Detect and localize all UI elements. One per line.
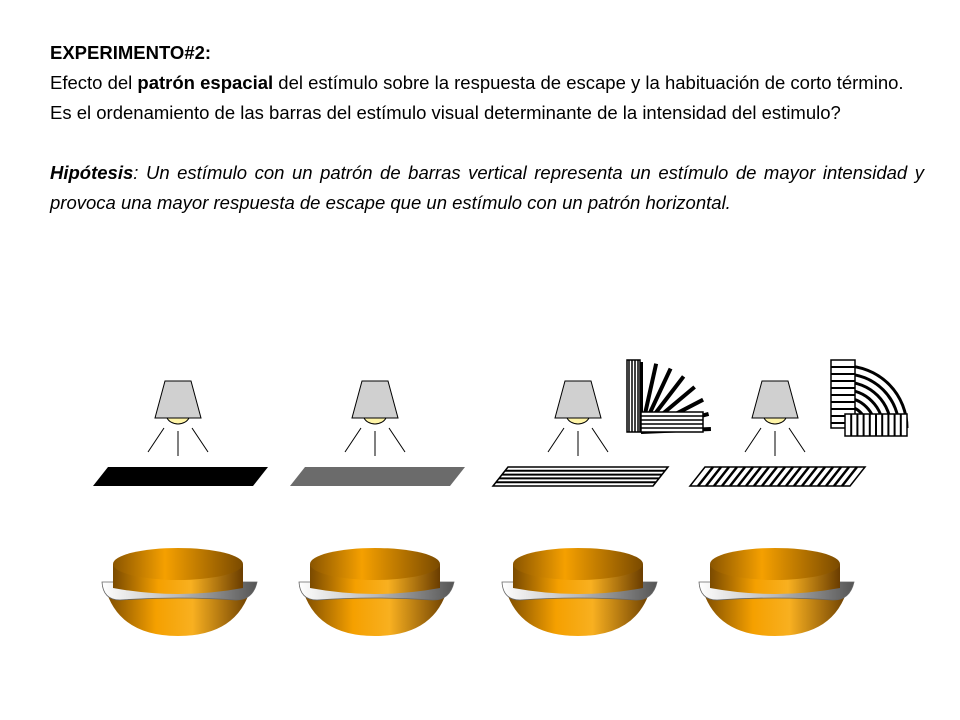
hypothesis-text: : Un estímulo con un patrón de barras vertical representa un estímulo de mayor intensidad y provoca una mayor respuesta de escape que un estímulo con un patrón horizontal. (50, 162, 924, 213)
setup-1 (93, 381, 268, 636)
inset-vertical-pattern (831, 360, 907, 436)
bulb (764, 418, 786, 424)
light-ray (148, 428, 164, 452)
bulb (364, 418, 386, 424)
stimulus-black (93, 467, 268, 486)
bowl (502, 548, 657, 636)
light-ray (745, 428, 761, 452)
experiment-heading: EXPERIMENTO#2: (50, 42, 212, 63)
light-ray (345, 428, 361, 452)
light-ray (592, 428, 608, 452)
bulb (567, 418, 589, 424)
bulb (167, 418, 189, 424)
description-bold: patrón espacial (137, 72, 274, 93)
description-start: Efecto del (50, 72, 138, 93)
light-ray (192, 428, 208, 452)
bowl (699, 548, 854, 636)
light-ray (548, 428, 564, 452)
inset-horizontal-pattern (627, 360, 711, 432)
setups (93, 360, 907, 636)
lamp-shade (352, 381, 398, 418)
stimulus-gray (290, 467, 465, 486)
lamp-shade (155, 381, 201, 418)
bowl (102, 548, 257, 636)
lamp-shade (752, 381, 798, 418)
hypothesis-label: Hipótesis (50, 162, 134, 183)
description-end: del estímulo sobre la respuesta de escape y la habituación de corto término. (273, 72, 904, 93)
bowl-opening (710, 548, 840, 580)
lamp-shade (555, 381, 601, 418)
bowl (299, 548, 454, 636)
light-ray (389, 428, 405, 452)
stimulus-horizontal-stripes (493, 467, 668, 486)
setup-2 (290, 381, 465, 636)
bowl-opening (513, 548, 643, 580)
bowl-opening (310, 548, 440, 580)
stimulus-vertical-stripes (690, 467, 865, 486)
experiment-question: Es el ordenamiento de las barras del estímulo visual determinante de la intensidad del estimulo? (50, 102, 841, 123)
light-ray (789, 428, 805, 452)
bowl-opening (113, 548, 243, 580)
